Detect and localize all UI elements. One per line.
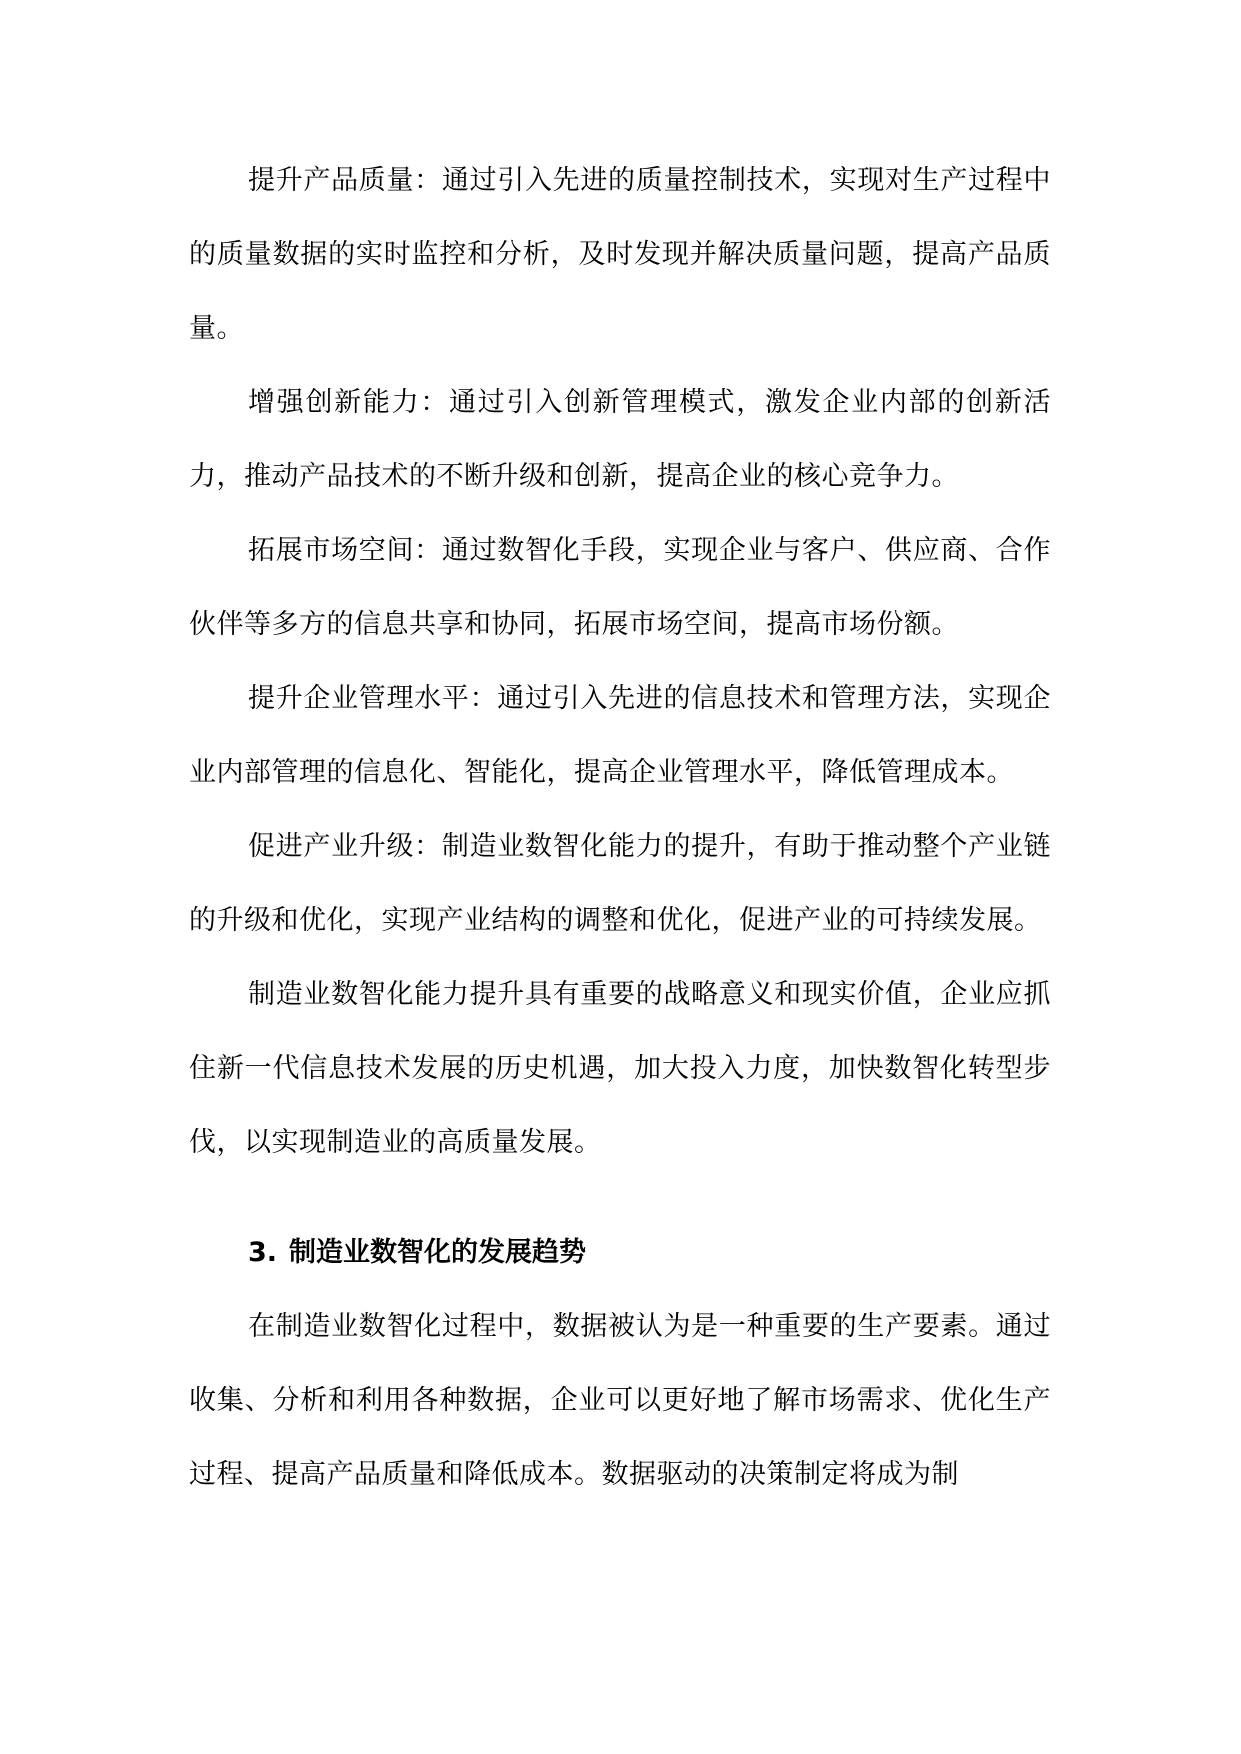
document-body xyxy=(189,144,1051,1512)
section-number: 3. xyxy=(248,1237,278,1268)
section-heading xyxy=(189,1216,1051,1290)
paragraph-product-quality: 提升产品质量：通过引入先进的质量控制技术，实现对生产过程中的质量数据的实时监控和分析，及时发现并解决质量问题，提高产品质量。 xyxy=(189,165,1051,344)
paragraph-data-driven: 在制造业数智化过程中，数据被认为是一种重要的生产要素。通过收集、分析和利用各种数据，企业可以更好地了解市场需求、优化生产过程、提高产品质量和降低成本。数据驱动的决策制定将成为制 xyxy=(189,1311,1051,1490)
paragraph-innovation: 增强创新能力：通过引入创新管理模式，激发企业内部的创新活力，推动产品技术的不断升级和创新，提高企业的核心竞争力。 xyxy=(189,387,1051,492)
section-title: 制造业数智化的发展趋势 xyxy=(289,1237,587,1268)
paragraph-industry-upgrade: 促进产业升级：制造业数智化能力的提升，有助于推动整个产业链的升级和优化，实现产业结构的调整和优化，促进产业的可持续发展。 xyxy=(189,831,1051,936)
paragraph-market-space: 拓展市场空间：通过数智化手段，实现企业与客户、供应商、合作伙伴等多方的信息共享和协同，拓展市场空间，提高市场份额。 xyxy=(189,535,1051,640)
paragraph-strategic-significance: 制造业数智化能力提升具有重要的战略意义和现实价值，企业应抓住新一代信息技术发展的历史机遇，加大投入力度，加快数智化转型步伐，以实现制造业的高质量发展。 xyxy=(189,979,1051,1158)
paragraph-management-level: 提升企业管理水平：通过引入先进的信息技术和管理方法，实现企业内部管理的信息化、智能化，提高企业管理水平，降低管理成本。 xyxy=(189,683,1051,788)
